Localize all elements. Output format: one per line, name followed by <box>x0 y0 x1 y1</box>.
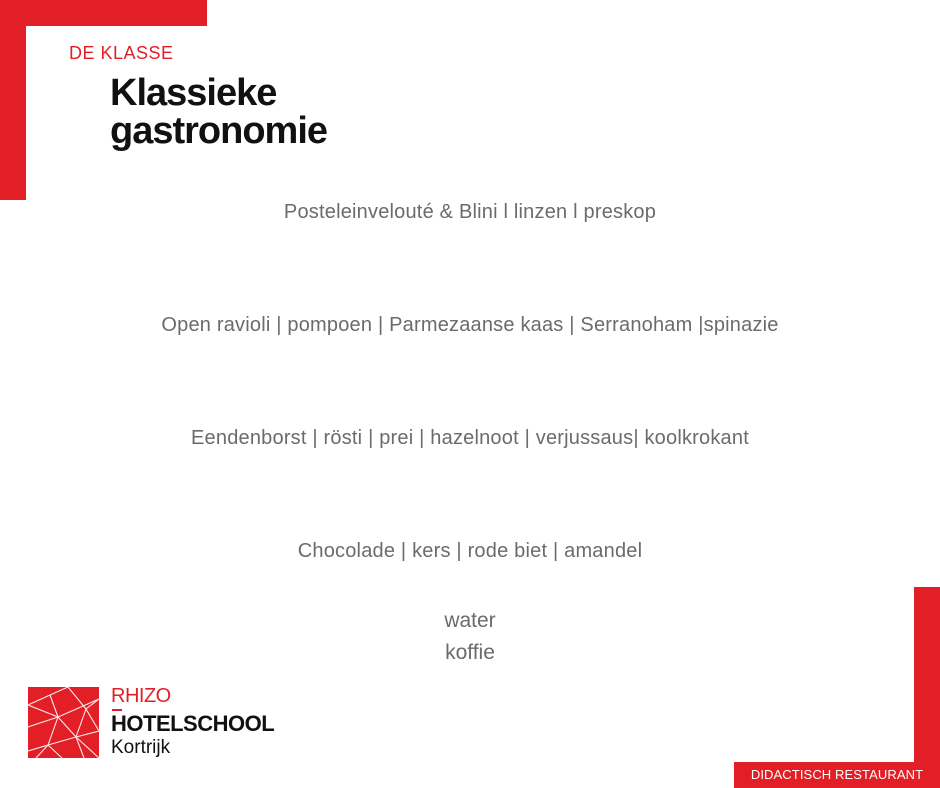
footer-band-label: DIDACTISCH RESTAURANT <box>734 762 940 788</box>
menu-course-4: Chocolade | kers | rode biet | amandel <box>297 540 643 562</box>
page-title-line1: Klassieke <box>110 72 277 114</box>
page-title <box>110 74 327 150</box>
bottom-right-side-bar <box>914 587 940 788</box>
logo-city: Kortrijk <box>111 737 171 758</box>
menu-drink-coffee: koffie <box>445 641 495 664</box>
logo-brand: RHIZO <box>111 685 171 707</box>
rhizo-logo-text <box>111 684 274 759</box>
logo-school: HOTELSCHOOL <box>111 711 275 736</box>
rhizo-logo-icon <box>28 687 99 758</box>
page-title-line2: gastronomie <box>110 110 328 152</box>
menu-course-1: Posteleinvelouté & Blini l linzen l preskop <box>283 201 657 223</box>
menu-course-2: Open ravioli | pompoen | Parmezaanse kaas | Serranoham |spinazie <box>161 314 779 336</box>
menu-course-3: Eendenborst | rösti | prei | hazelnoot | verjussaus| koolkrokant <box>191 427 749 449</box>
section-kicker: DE KLASSE <box>69 43 174 63</box>
top-left-corner-bar <box>0 0 207 26</box>
menu-drink-water: water <box>444 609 496 632</box>
top-left-side-bar <box>0 0 26 200</box>
